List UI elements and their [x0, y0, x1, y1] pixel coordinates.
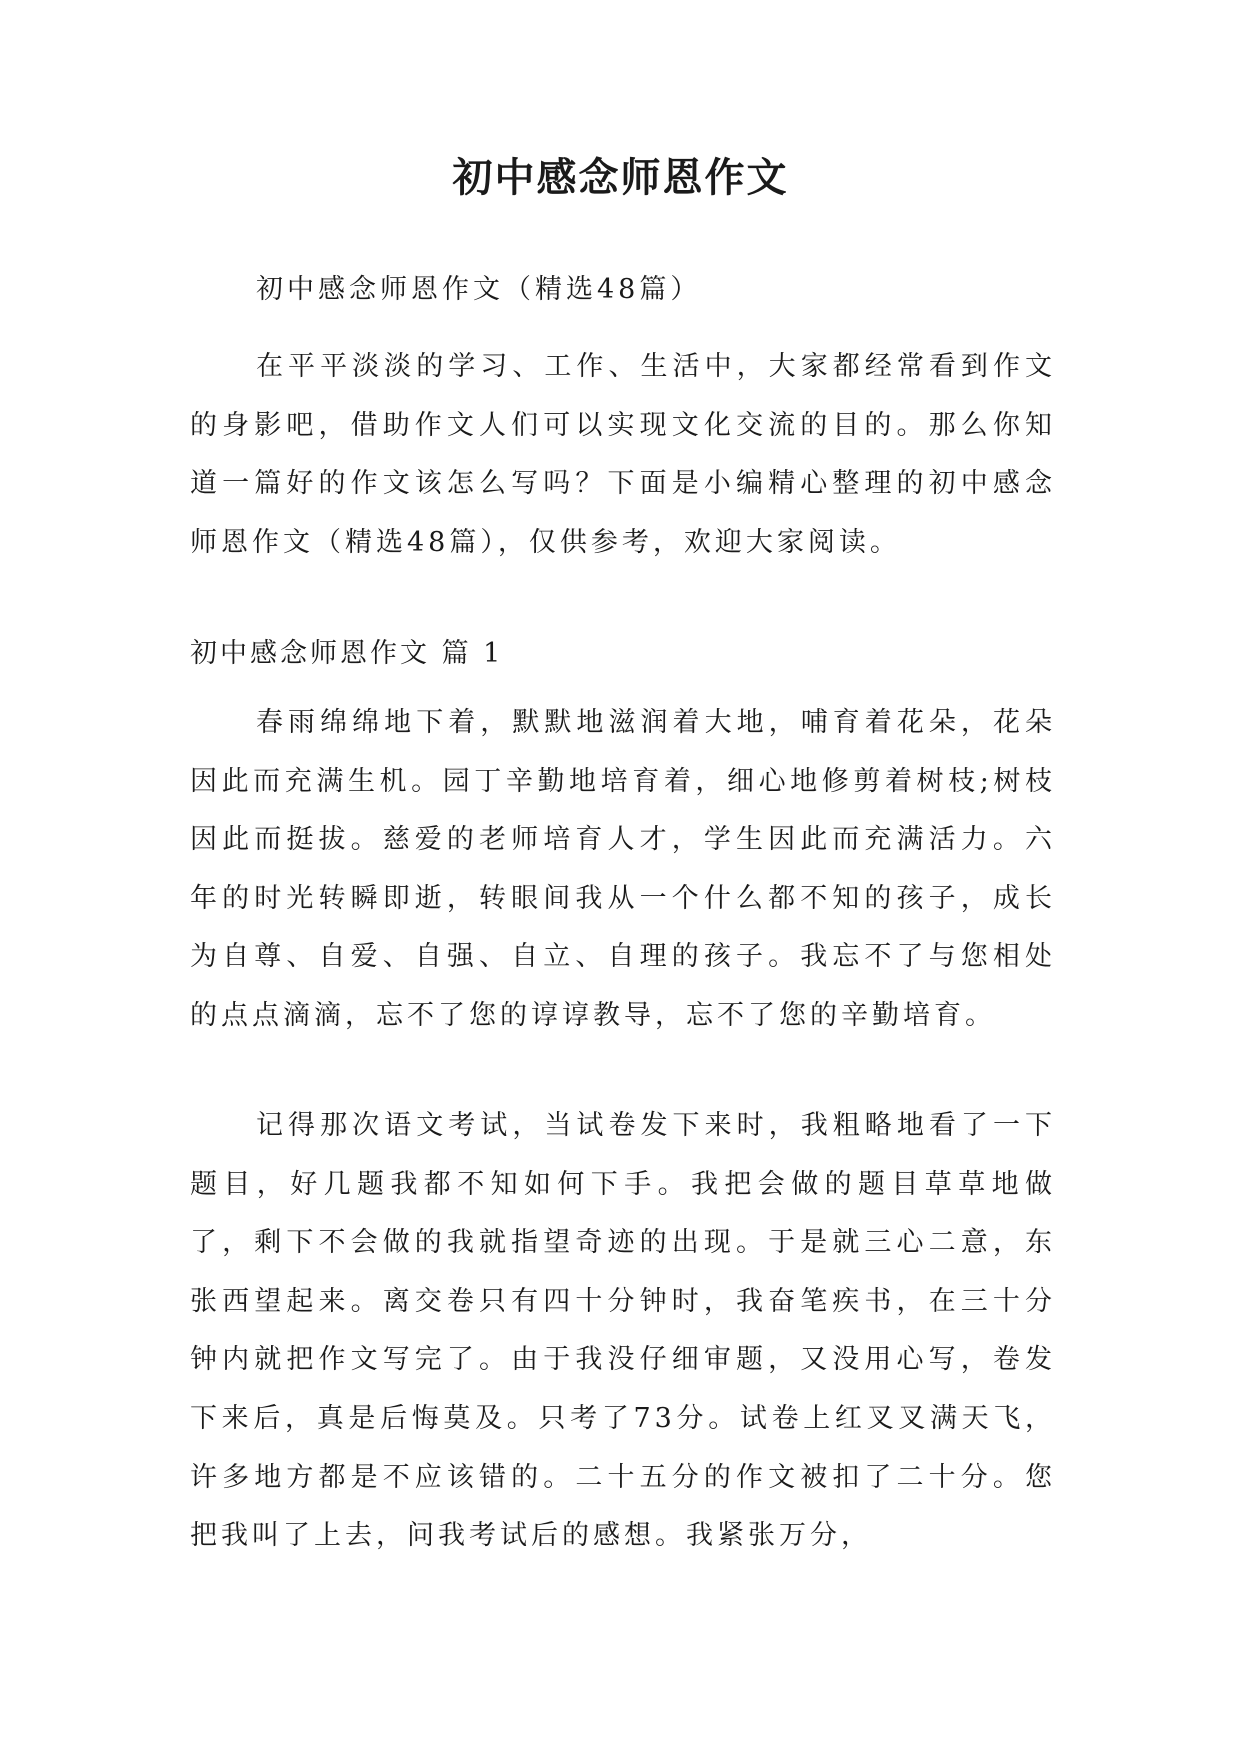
body-paragraph: 记得那次语文考试，当试卷发下来时，我粗略地看了一下题目，好几题我都不知如何下手。我把会做的题目草草地做了，剩下不会做的我就指望奇迹的出现。于是就三心二意，东张西望起来。离交卷只有四十分钟时，我奋笔疾书，在三十分钟内就把作文写完了。由于我没仔细审题，又没用心写，卷发下来后，真是后悔莫及。只考了73分。试卷上红叉叉满天飞，许多地方都是不应该错的。二十五分的作文被扣了二十分。您把我叫了上去，问我考试后的感想。我紧张万分， [190, 1110, 1056, 1552]
body-paragraph: 春雨绵绵地下着，默默地滋润着大地，哺育着花朵，花朵因此而充满生机。园丁辛勤地培育着，细心地修剪着树枝;树枝因此而挺拔。慈爱的老师培育人才，学生因此而充满活力。六年的时光转瞬即逝，转眼间我从一个什么都不知的孩子，成长为自尊、自爱、自强、自立、自理的孩子。我忘不了与您相处的点点滴滴，忘不了您的谆谆教导，忘不了您的辛勤培育。 [190, 707, 1056, 1031]
document-subtitle: 初中感念师恩作文（精选48篇） [256, 274, 702, 305]
document-title: 初中感念师恩作文 [452, 154, 789, 201]
section-heading: 初中感念师恩作文 篇 1 [190, 638, 504, 669]
intro-paragraph: 在平平淡淡的学习、工作、生活中，大家都经常看到作文的身影吧，借助作文人们可以实现文化交流的目的。那么你知道一篇好的作文该怎么写吗？下面是小编精心整理的初中感念师恩作文（精选48篇），仅供参考，欢迎大家阅读。 [190, 351, 1056, 558]
